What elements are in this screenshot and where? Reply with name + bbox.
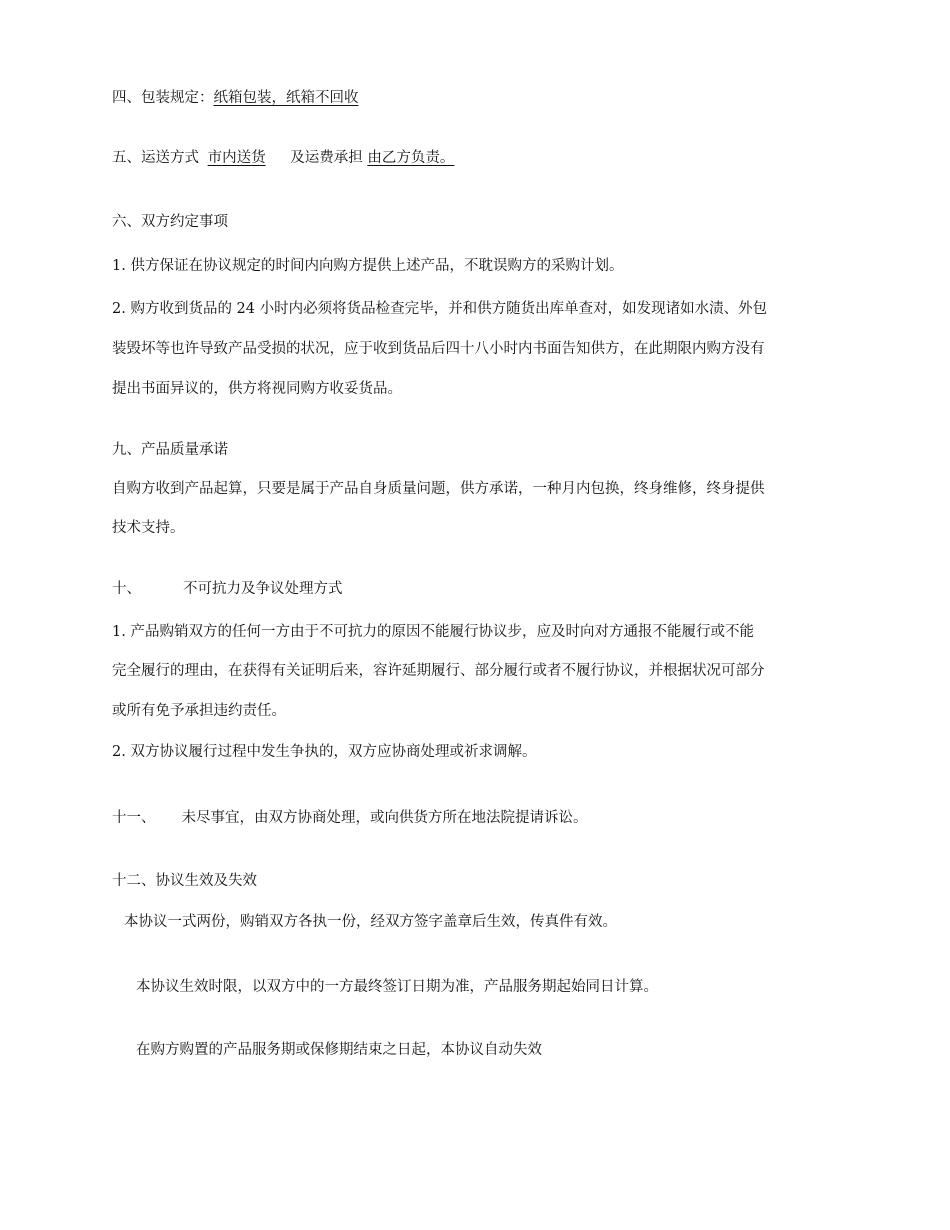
agreed-item-2-line-3: 提出书面异议的，供方将视同购方收妥货品。 bbox=[112, 381, 402, 397]
other-clause bbox=[112, 808, 588, 828]
force-item-2: 2. 双方协议履行过程中发生争执的，双方应协商处理或祈求调解。 bbox=[112, 744, 537, 760]
packaging-value: 纸箱包装，纸箱不回收 bbox=[213, 90, 359, 106]
agreed-item-2-line-2: 装毁坏等也许导致产品受损的状况，应于收到货品后四十八小时内书面告知供方，在此期限内购方没有 bbox=[112, 341, 765, 357]
freight-label: 及运费承担 bbox=[290, 150, 363, 166]
quality-line-2: 技术支持。 bbox=[112, 520, 185, 536]
force-number: 十、 bbox=[112, 581, 141, 597]
force-item-1-line-3: 或所有免予承担违约责任。 bbox=[112, 703, 286, 719]
delivery-clause bbox=[112, 148, 454, 168]
validity-heading: 十二、协议生效及失效 bbox=[112, 873, 257, 889]
freight-value: 由乙方负责。 bbox=[367, 150, 455, 166]
force-item-1-line-1: 1. 产品购销双方的任何一方由于不可抗力的原因不能履行协议步，应及时向对方通报不能履行或不能 bbox=[112, 624, 754, 640]
force-heading bbox=[112, 579, 343, 599]
other-text: 未尽事宜，由双方协商处理，或向供货方所在地法院提请诉讼。 bbox=[181, 810, 588, 826]
agreed-heading: 六、双方约定事项 bbox=[112, 214, 228, 230]
force-item-1-line-2: 完全履行的理由，在获得有关证明后来，容许延期履行、部分履行或者不履行协议，并根据状况可部分 bbox=[112, 663, 765, 679]
quality-line-1: 自购方收到产品起算，只要是属于产品自身质量问题，供方承诺，一种月内包换，终身维修，终身提供 bbox=[112, 481, 765, 497]
packaging-clause bbox=[112, 88, 359, 108]
delivery-method: 市内送货 bbox=[207, 150, 266, 166]
other-number: 十一、 bbox=[112, 810, 156, 826]
validity-paragraph-3: 在购方购置的产品服务期或保修期结束之日起，本协议自动失效 bbox=[136, 1042, 542, 1058]
validity-paragraph-2: 本协议生效时限，以双方中的一方最终签订日期为准，产品服务期起始同日计算。 bbox=[136, 979, 658, 995]
validity-paragraph-1: 本协议一式两份，购销双方各执一份，经双方签字盖章后生效，传真件有效。 bbox=[124, 914, 617, 930]
force-title: 不可抗力及争议处理方式 bbox=[183, 581, 343, 597]
agreed-item-1: 1. 供方保证在协议规定的时间内向购方提供上述产品，不耽误购方的采购计划。 bbox=[112, 258, 624, 274]
quality-heading: 九、产品质量承诺 bbox=[112, 442, 228, 458]
packaging-label: 四、包装规定： bbox=[112, 90, 214, 106]
agreed-item-2-line-1: 2. 购方收到货品的 24 小时内必须将货品检查完毕，并和供方随货出库单查对，如发现诸如水渍、外包 bbox=[112, 301, 768, 317]
delivery-label: 五、运送方式 bbox=[112, 150, 199, 166]
